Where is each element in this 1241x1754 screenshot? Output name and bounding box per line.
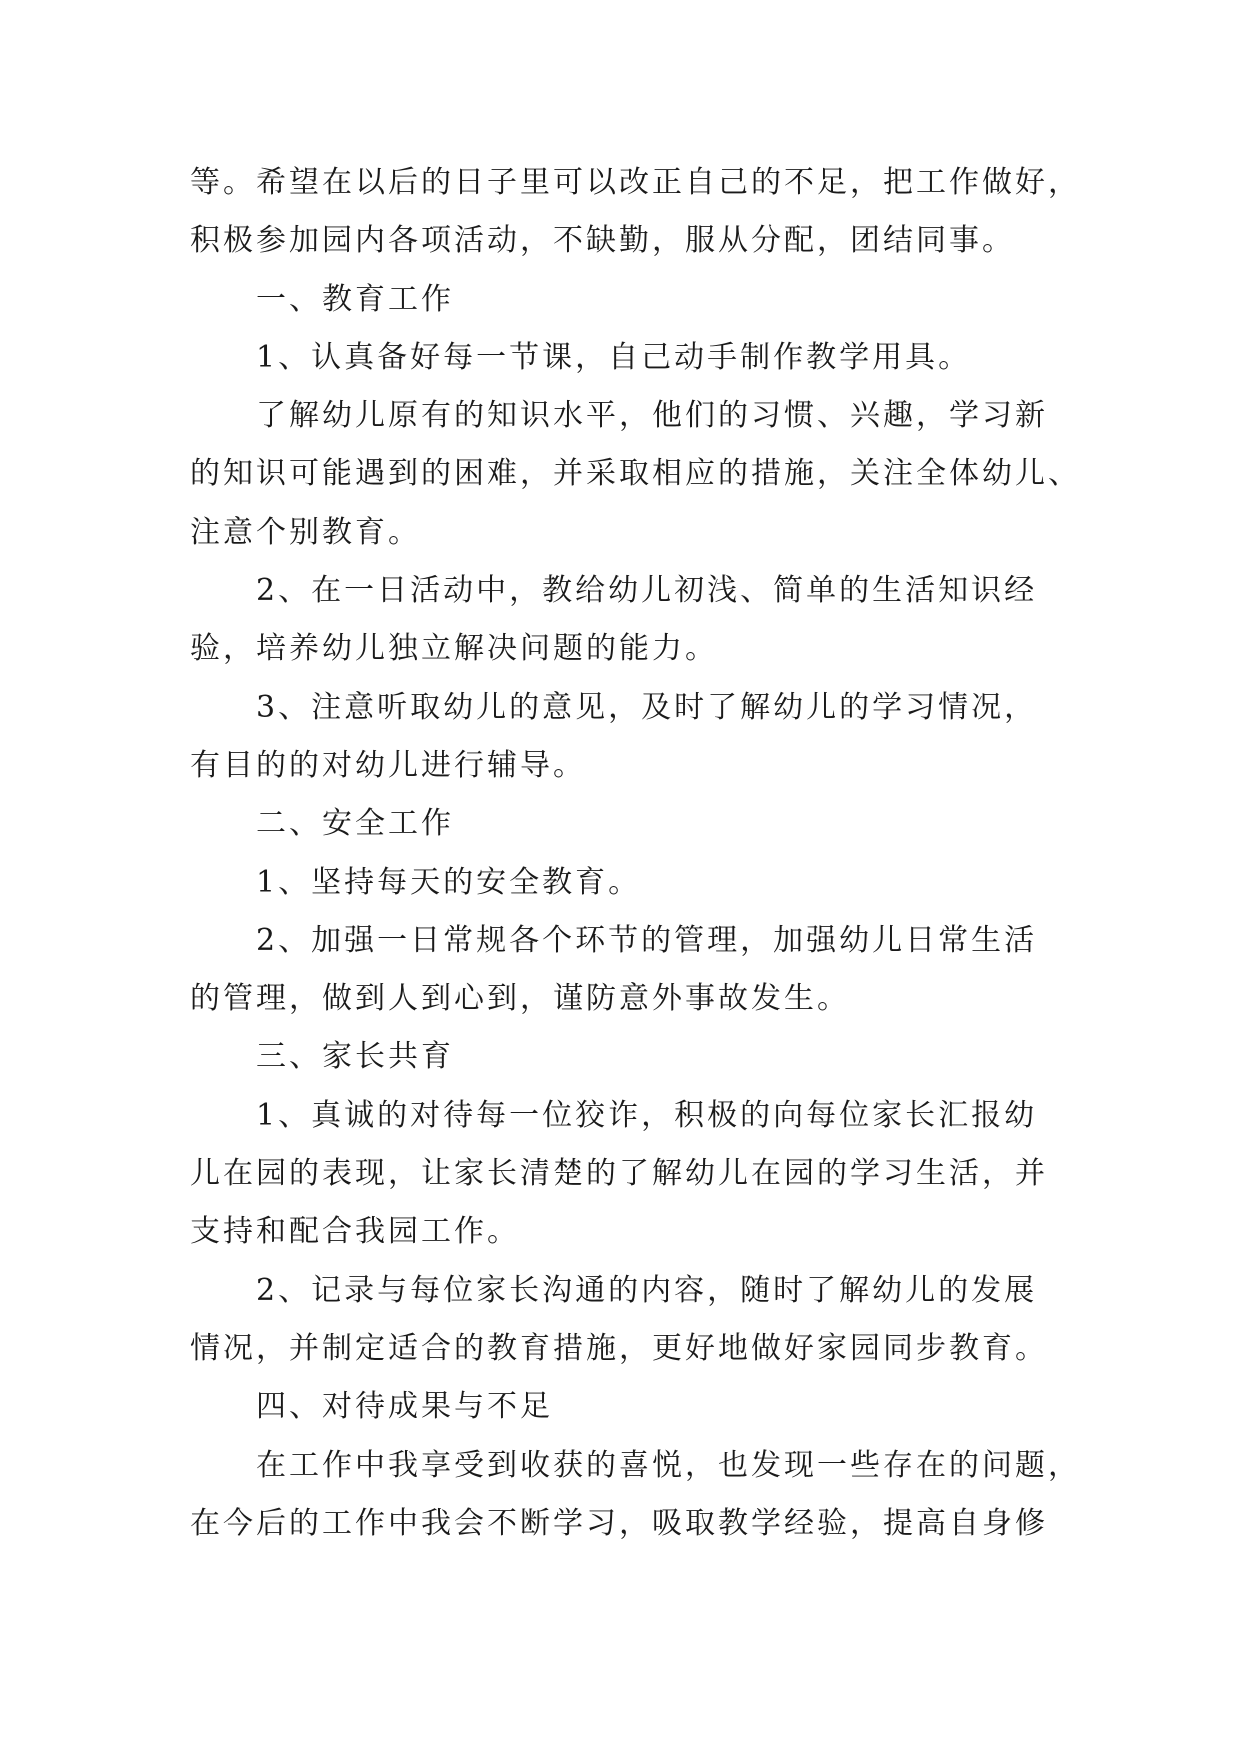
section-heading-education: 一、教育工作: [256, 281, 454, 317]
text-line: 在工作中我享受到收获的喜悦，也发现一些存在的问题，: [256, 1447, 1081, 1483]
text-line: 2、加强一日常规各个环节的管理，加强幼儿日常生活: [256, 922, 1038, 958]
text-line: 的知识可能遇到的困难，并采取相应的措施，关注全体幼儿、: [190, 456, 1081, 492]
text-line: 的管理，做到人到心到，谨防意外事故发生。: [190, 981, 850, 1017]
text-line: 3、注意听取幼儿的意见，及时了解幼儿的学习情况，: [256, 689, 1038, 725]
section-heading-parents: 三、家长共育: [256, 1039, 454, 1075]
text-line: 在今后的工作中我会不断学习，吸取教学经验，提高自身修: [190, 1505, 1048, 1541]
text-line: 2、在一日活动中，教给幼儿初浅、简单的生活知识经: [256, 573, 1038, 609]
text-line: 儿在园的表现，让家长清楚的了解幼儿在园的学习生活，并: [190, 1156, 1048, 1192]
text-line: 了解幼儿原有的知识水平，他们的习惯、兴趣，学习新: [256, 398, 1048, 434]
text-line: 等。希望在以后的日子里可以改正自己的不足，把工作做好，: [190, 165, 1081, 200]
text-line: 有目的的对幼儿进行辅导。: [190, 747, 586, 783]
text-line: 支持和配合我园工作。: [190, 1214, 520, 1250]
section-heading-safety: 二、安全工作: [256, 806, 454, 842]
text-line: 1、真诚的对待每一位狡诈，积极的向每位家长汇报幼: [256, 1097, 1038, 1133]
text-line: 1、坚持每天的安全教育。: [256, 864, 642, 900]
section-heading-results: 四、对待成果与不足: [256, 1389, 553, 1425]
text-line: 验，培养幼儿独立解决问题的能力。: [190, 631, 718, 667]
text-line: 情况，并制定适合的教育措施，更好地做好家园同步教育。: [190, 1330, 1048, 1366]
document-page: [190, 154, 1081, 1553]
text-line: 2、记录与每位家长沟通的内容，随时了解幼儿的发展: [256, 1272, 1038, 1308]
text-line: 积极参加园内各项活动，不缺勤，服从分配，团结同事。: [190, 223, 1015, 259]
text-line: 1、认真备好每一节课，自己动手制作教学用具。: [256, 339, 972, 375]
text-line: 注意个别教育。: [190, 514, 421, 550]
